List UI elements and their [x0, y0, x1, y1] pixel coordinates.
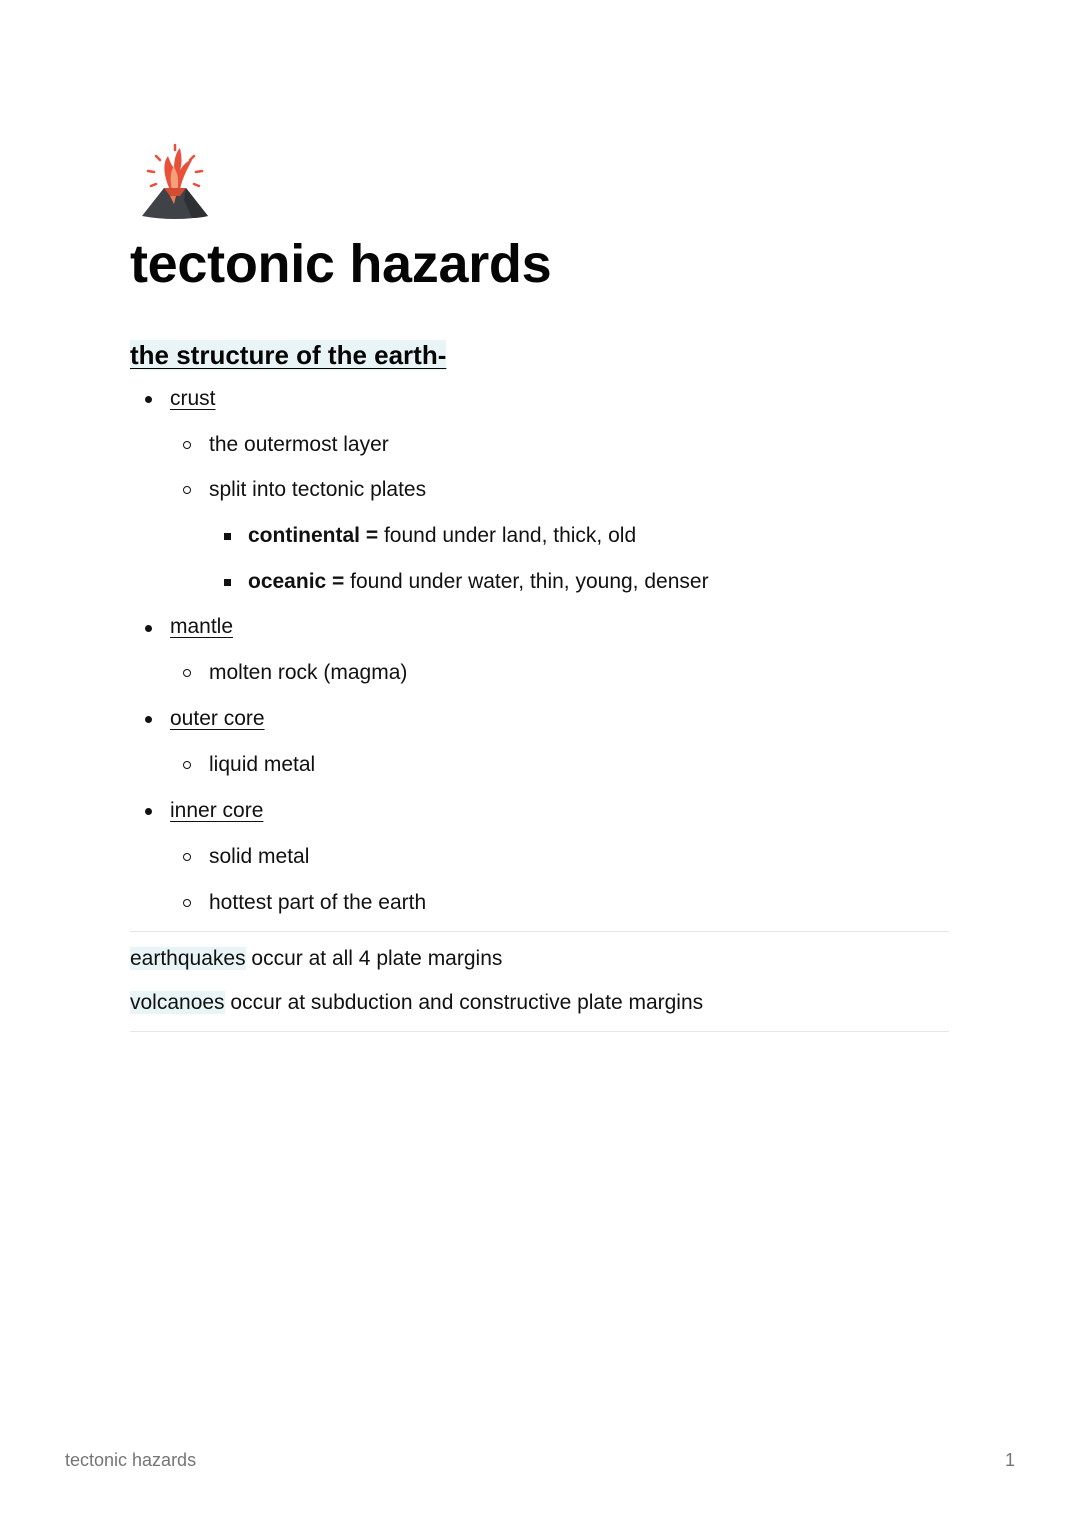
note-volcanoes [130, 988, 703, 1018]
section-heading [130, 338, 446, 372]
plate-term: continental = [248, 524, 379, 547]
list-item-text: split into tectonic plates [209, 478, 427, 501]
list-item-text: hottest part of the earth [209, 891, 427, 914]
list-item-text: solid metal [209, 845, 310, 868]
circle-bullet [183, 761, 191, 769]
highlighted-term: earthquakes [130, 947, 246, 970]
note-text: occur at subduction and constructive plate margins [224, 991, 704, 1014]
list-item [209, 658, 407, 688]
circle-bullet [183, 441, 191, 449]
disc-bullet [145, 808, 152, 815]
disc-bullet [145, 625, 152, 632]
disc-bullet [145, 716, 152, 723]
divider [130, 1031, 949, 1032]
highlighted-term: volcanoes [130, 991, 225, 1014]
list-item [209, 888, 426, 918]
list-item-continental [248, 521, 636, 551]
list-item-outer-core [170, 704, 265, 734]
list-item-text: the outermost layer [209, 433, 389, 456]
list-item-text: molten rock (magma) [209, 661, 408, 684]
square-bullet [224, 533, 231, 540]
circle-bullet [183, 486, 191, 494]
layer-name: inner core [170, 799, 264, 822]
note-text: occur at all 4 plate margins [245, 947, 503, 970]
page-title: tectonic hazards [130, 234, 552, 294]
divider [130, 931, 949, 932]
volcano-icon [134, 140, 214, 220]
section-heading-text: the structure of the earth- [130, 340, 447, 370]
plate-description: found under water, thin, young, denser [344, 570, 709, 593]
footer-doc-title: tectonic hazards [65, 1450, 197, 1470]
list-item-inner-core [170, 796, 263, 826]
list-item-mantle [170, 612, 233, 642]
square-bullet [224, 579, 231, 586]
footer-page-number: 1 [1004, 1450, 1015, 1470]
circle-bullet [183, 853, 191, 861]
plate-description: found under land, thick, old [378, 524, 637, 547]
note-earthquakes [130, 944, 502, 974]
layer-name: mantle [170, 615, 234, 638]
layer-name: crust [170, 387, 216, 410]
list-item [209, 750, 315, 780]
disc-bullet [145, 396, 152, 403]
list-item-text: liquid metal [209, 753, 316, 776]
circle-bullet [183, 669, 191, 677]
list-item-crust [170, 384, 216, 414]
circle-bullet [183, 899, 191, 907]
plate-term: oceanic = [248, 570, 345, 593]
list-item [209, 430, 389, 460]
list-item [209, 842, 309, 872]
list-item [209, 475, 426, 505]
layer-name: outer core [170, 707, 265, 730]
list-item-oceanic [248, 567, 709, 597]
